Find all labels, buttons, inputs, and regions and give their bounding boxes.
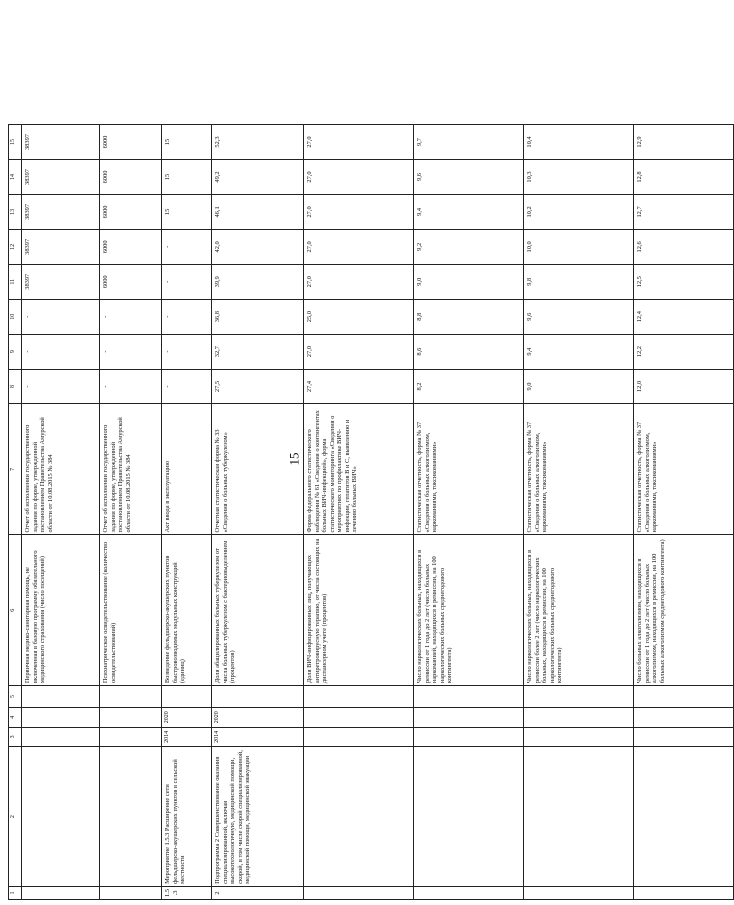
column-number: 2 bbox=[9, 747, 22, 887]
value-cell: - bbox=[22, 369, 100, 404]
start-year: 2014 bbox=[212, 727, 304, 747]
value-cell: 6000 bbox=[100, 264, 162, 299]
value-cell: 12,6 bbox=[634, 229, 734, 264]
page-number: 15 bbox=[286, 452, 302, 466]
value-cell: 10,0 bbox=[524, 229, 634, 264]
value-cell: 27,0 bbox=[304, 229, 414, 264]
value-cell: 27,0 bbox=[304, 194, 414, 229]
column-number: 12 bbox=[9, 229, 22, 264]
end-year bbox=[304, 707, 414, 727]
value-cell: 12,8 bbox=[634, 160, 734, 195]
source-text: Отчет об исполнении государственного задания по форме, утвержденной постановлением Правительства Амурской области от 10.08.2015 № 384 bbox=[22, 404, 100, 535]
value-cell: 9,0 bbox=[414, 264, 524, 299]
indicator-table bbox=[8, 124, 734, 900]
value-cell: 12,9 bbox=[634, 125, 734, 160]
value-cell: 9,4 bbox=[524, 334, 634, 369]
start-year bbox=[524, 727, 634, 747]
value-cell: 49,2 bbox=[212, 160, 304, 195]
value-cell: 6000 bbox=[100, 229, 162, 264]
value-cell: 10,3 bbox=[524, 160, 634, 195]
value-cell: 42,0 bbox=[212, 229, 304, 264]
indicator-text: Доля ВИЧ-инфицированных лиц, получающих антиретровирусную терапию, от числа состоящих на диспансерном учете (процентов) bbox=[304, 535, 414, 686]
column-number: 10 bbox=[9, 299, 22, 334]
end-year bbox=[634, 707, 734, 727]
column-number: 7 bbox=[9, 404, 22, 535]
row-id bbox=[524, 886, 634, 899]
end-year bbox=[524, 707, 634, 727]
value-cell: 38397 bbox=[22, 194, 100, 229]
start-year bbox=[100, 727, 162, 747]
end-year: 2020 bbox=[212, 707, 304, 727]
indicator-text: Число больных алкоголизмом, находящихся в ремиссии от 1 года до 2 лет (число больных алкоголизмом, находящихся в ремиссии, на 100 больных алкоголизмом среднегодового контингента) bbox=[634, 535, 734, 686]
value-cell: - bbox=[100, 334, 162, 369]
column-number: 13 bbox=[9, 194, 22, 229]
measure-name bbox=[414, 747, 524, 887]
start-year bbox=[414, 727, 524, 747]
value-cell: 12,0 bbox=[634, 369, 734, 404]
table-row bbox=[100, 125, 162, 900]
value-cell: 9,6 bbox=[414, 160, 524, 195]
column-number: 1 bbox=[9, 886, 22, 899]
start-year bbox=[634, 727, 734, 747]
value-cell: 12,5 bbox=[634, 264, 734, 299]
value-cell: 6000 bbox=[100, 125, 162, 160]
value-cell: - bbox=[22, 334, 100, 369]
table-row bbox=[212, 125, 304, 900]
row-id bbox=[22, 886, 100, 899]
start-year bbox=[304, 727, 414, 747]
empty-cell bbox=[414, 686, 524, 708]
indicator-text: Первичная медико-санитарная помощь, не включенная в базовую программу обязательного медицинского страхования (число посещений) bbox=[22, 535, 100, 686]
end-year bbox=[22, 707, 100, 727]
value-cell: 9,8 bbox=[524, 264, 634, 299]
empty-cell bbox=[524, 686, 634, 708]
value-cell: 38397 bbox=[22, 160, 100, 195]
measure-name bbox=[22, 747, 100, 887]
row-id: 2 bbox=[212, 886, 304, 899]
value-cell: - bbox=[100, 299, 162, 334]
value-cell: - bbox=[162, 334, 212, 369]
column-number: 14 bbox=[9, 160, 22, 195]
column-number: 6 bbox=[9, 535, 22, 686]
row-id bbox=[414, 886, 524, 899]
value-cell: 8,6 bbox=[414, 334, 524, 369]
value-cell: 15 bbox=[162, 194, 212, 229]
table-row bbox=[22, 125, 100, 900]
column-number-row bbox=[9, 125, 22, 900]
value-cell: 12,2 bbox=[634, 334, 734, 369]
measure-name: Мероприятие 1.5.3 Расширение сети фельдшерско-акушерских пунктов в сельской местности bbox=[162, 747, 212, 887]
value-cell: 6000 bbox=[100, 160, 162, 195]
measure-name bbox=[634, 747, 734, 887]
value-cell: - bbox=[22, 299, 100, 334]
source-text: Статистическая отчетность, форма № 37 «Сведения о больных алкоголизмом, наркоманиями, токсикоманиями» bbox=[414, 404, 524, 535]
value-cell: 46,1 bbox=[212, 194, 304, 229]
table-row bbox=[634, 125, 734, 900]
empty-cell bbox=[162, 686, 212, 708]
column-number: 5 bbox=[9, 686, 22, 708]
value-cell: - bbox=[100, 369, 162, 404]
value-cell: - bbox=[162, 369, 212, 404]
value-cell: 39,9 bbox=[212, 264, 304, 299]
value-cell: 10,4 bbox=[524, 125, 634, 160]
column-number: 11 bbox=[9, 264, 22, 299]
indicator-text: Число наркологических больных, находящихся в ремиссии более 2 лет (число наркологических больных, находящихся в ремиссии, на 100 наркологических больных среднегодового контингента) bbox=[524, 535, 634, 686]
measure-name bbox=[100, 747, 162, 887]
table-row bbox=[304, 125, 414, 900]
value-cell: 27,0 bbox=[304, 264, 414, 299]
source-text: Статистическая отчетность, форма № 37 «Сведения о больных алкоголизмом, наркоманиями, токсикоманиями» bbox=[524, 404, 634, 535]
value-cell: 9,7 bbox=[414, 125, 524, 160]
measure-name bbox=[524, 747, 634, 887]
value-cell: 27,0 bbox=[304, 125, 414, 160]
value-cell: 10,2 bbox=[524, 194, 634, 229]
value-cell: 9,0 bbox=[524, 369, 634, 404]
indicator-text: Психиатрическое освидетельствование (количество освидетельствований) bbox=[100, 535, 162, 686]
value-cell: 38397 bbox=[22, 264, 100, 299]
value-cell: 15 bbox=[162, 160, 212, 195]
end-year bbox=[414, 707, 524, 727]
value-cell: 9,2 bbox=[414, 229, 524, 264]
value-cell: 27,0 bbox=[304, 334, 414, 369]
value-cell: 27,5 bbox=[212, 369, 304, 404]
indicator-text: Доля абацилированных больных туберкулезом от числа больных туберкулезом с бактериовыделением (процентов) bbox=[212, 535, 304, 686]
value-cell: 38397 bbox=[22, 125, 100, 160]
value-cell: - bbox=[162, 299, 212, 334]
table-row bbox=[524, 125, 634, 900]
value-cell: 38397 bbox=[22, 229, 100, 264]
empty-cell bbox=[304, 686, 414, 708]
value-cell: 9,6 bbox=[524, 299, 634, 334]
column-number: 8 bbox=[9, 369, 22, 404]
source-text: Форма федерального статистического наблюдения № 61 «Сведения о контингентах больных ВИЧ-инфекцией», форма статистического мониторинга «Сведения о мероприятиях по профилактике ВИЧ-инфекции, гепатитов В и С, выявлению и лечению больных ВИЧ» bbox=[304, 404, 414, 535]
empty-cell bbox=[212, 686, 304, 708]
value-cell: - bbox=[162, 229, 212, 264]
start-year: 2014 bbox=[162, 727, 212, 747]
column-number: 15 bbox=[9, 125, 22, 160]
table-row bbox=[414, 125, 524, 900]
value-cell: 8,2 bbox=[414, 369, 524, 404]
row-id bbox=[100, 886, 162, 899]
row-id bbox=[634, 886, 734, 899]
value-cell: 8,8 bbox=[414, 299, 524, 334]
measure-name: Подпрограмма 2 Совершенствование оказания специализированной, включая высокотехнологичную, медицинской помощи, скорой, в том числе скорой специализированной, медицинской помощи, медицинской эвакуации bbox=[212, 747, 304, 887]
empty-cell bbox=[634, 686, 734, 708]
empty-cell bbox=[22, 686, 100, 708]
column-number: 4 bbox=[9, 707, 22, 727]
table-row bbox=[162, 125, 212, 900]
source-text: Статистическая отчетность, форма № 37 «Сведения о больных алкоголизмом, наркоманиями, токсикоманиями» bbox=[634, 404, 734, 535]
indicator-text: Возведение фельдшерско-акушерских пунктов быстровозводимых модульных конструкций (единиц) bbox=[162, 535, 212, 686]
value-cell: 25,0 bbox=[304, 299, 414, 334]
value-cell: 36,8 bbox=[212, 299, 304, 334]
value-cell: 32,7 bbox=[212, 334, 304, 369]
source-text: Акт ввода в эксплуатацию bbox=[162, 404, 212, 535]
value-cell: 15 bbox=[162, 125, 212, 160]
value-cell: 9,4 bbox=[414, 194, 524, 229]
column-number: 3 bbox=[9, 727, 22, 747]
indicator-text: Число наркологических больных, находящихся в ремиссии от 1 года до 2 лет (число больных наркоманией, находящихся в ремиссии, на 100 наркологических больных среднегодового контингента) bbox=[414, 535, 524, 686]
start-year bbox=[22, 727, 100, 747]
value-cell: 6000 bbox=[100, 194, 162, 229]
empty-cell bbox=[100, 686, 162, 708]
value-cell: 52,3 bbox=[212, 125, 304, 160]
measure-name bbox=[304, 747, 414, 887]
row-id: 1.5.3 bbox=[162, 886, 212, 899]
source-text: Отчет об исполнении государственного задания по форме, утвержденной постановлением Правительства Амурской области от 10.08.2015 № 384 bbox=[100, 404, 162, 535]
value-cell: 27,4 bbox=[304, 369, 414, 404]
value-cell: 27,0 bbox=[304, 160, 414, 195]
row-id bbox=[304, 886, 414, 899]
source-text: Отчетная статистическая форма № 33 «Сведения о больных туберкулезом» bbox=[212, 404, 304, 535]
column-number: 9 bbox=[9, 334, 22, 369]
end-year bbox=[100, 707, 162, 727]
value-cell: 12,7 bbox=[634, 194, 734, 229]
end-year: 2020 bbox=[162, 707, 212, 727]
value-cell: 12,4 bbox=[634, 299, 734, 334]
value-cell: - bbox=[162, 264, 212, 299]
